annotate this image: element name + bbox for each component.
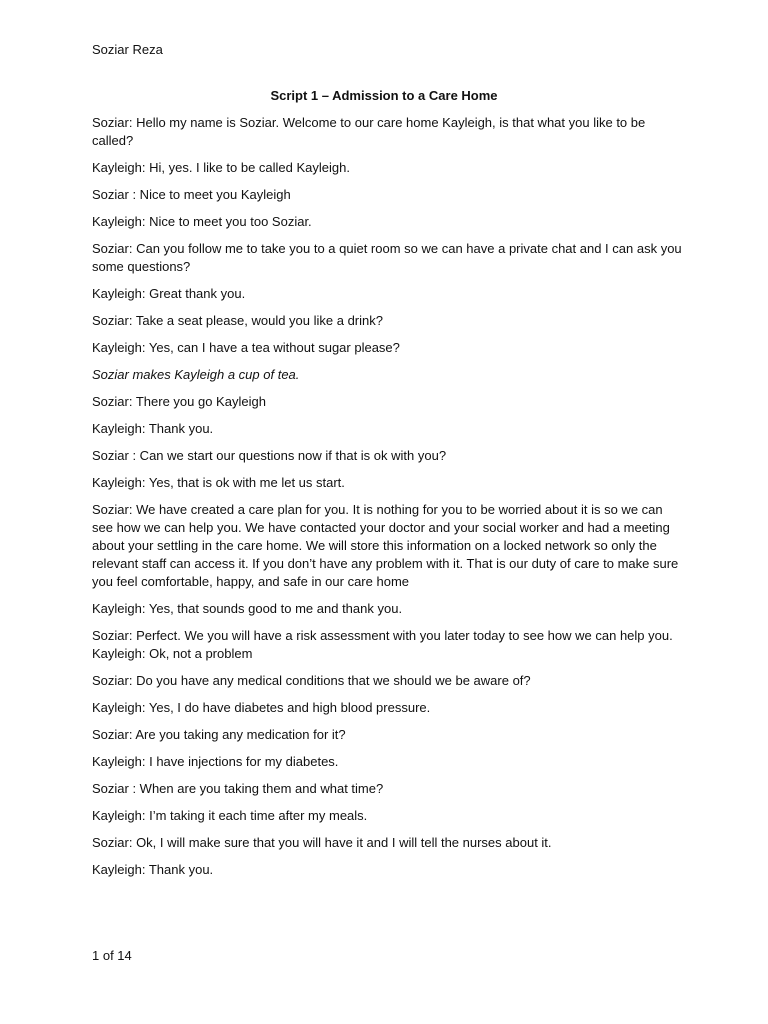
dialogue-line: Kayleigh: Hi, yes. I like to be called Kayleigh. [92,160,350,175]
author-name: Soziar Reza [92,42,163,57]
script-body [92,114,682,888]
dialogue-line: Kayleigh: Thank you. [92,862,214,877]
dialogue-line: Kayleigh: Yes, I do have diabetes and high blood pressure. [92,700,431,715]
page-indicator: 1 of 14 [92,948,132,963]
dialogue-line: Soziar: Are you taking any medication for it? [92,727,346,742]
dialogue-line: Kayleigh: Ok, not a problem [92,646,253,661]
dialogue-line: Kayleigh: Great thank you. [92,286,246,301]
dialogue-line: Soziar: There you go Kayleigh [92,394,266,409]
dialogue-line: Soziar: We have created a care plan for you. It is nothing for you to be worried about it is so we can see how we can help you. We have contacted your doctor and your social worker and had a meeting about your settling in the care home. We will store this information on a locked network so only the relevant staff can access it. If you don’t have any problem with it. That is our duty of care to make sure you feel comfortable, happy, and safe in our care home [92,502,679,589]
dialogue-line: Kayleigh: Yes, that sounds good to me and thank you. [92,601,403,616]
dialogue-line: Soziar : Can we start our questions now if that is ok with you? [92,448,447,463]
dialogue-line: Soziar : When are you taking them and what time? [92,781,384,796]
dialogue-line: Soziar: Ok, I will make sure that you will have it and I will tell the nurses about it. [92,835,552,850]
dialogue-line: Soziar: Take a seat please, would you like a drink? [92,313,383,328]
dialogue-line: Kayleigh: Yes, that is ok with me let us start. [92,475,345,490]
dialogue-line: Kayleigh: Nice to meet you too Soziar. [92,214,312,229]
dialogue-line: Soziar: Perfect. We you will have a risk assessment with you later today to see how we can help you. [92,628,673,643]
dialogue-line: Kayleigh: I’m taking it each time after my meals. [92,808,368,823]
dialogue-line: Soziar: Do you have any medical conditions that we should we be aware of? [92,673,531,688]
dialogue-line: Soziar : Nice to meet you Kayleigh [92,187,291,202]
dialogue-line: Kayleigh: Thank you. [92,421,214,436]
dialogue-line: Soziar: Can you follow me to take you to a quiet room so we can have a private chat and I can ask you some questions? [92,241,682,274]
dialogue-line: Kayleigh: Yes, can I have a tea without sugar please? [92,340,400,355]
dialogue-line: Soziar: Hello my name is Soziar. Welcome to our care home Kayleigh, is that what you like to be called? [92,115,646,148]
document-title: Script 1 – Admission to a Care Home [270,88,498,103]
dialogue-line: Kayleigh: I have injections for my diabetes. [92,754,339,769]
stage-direction: Soziar makes Kayleigh a cup of tea. [92,367,300,382]
